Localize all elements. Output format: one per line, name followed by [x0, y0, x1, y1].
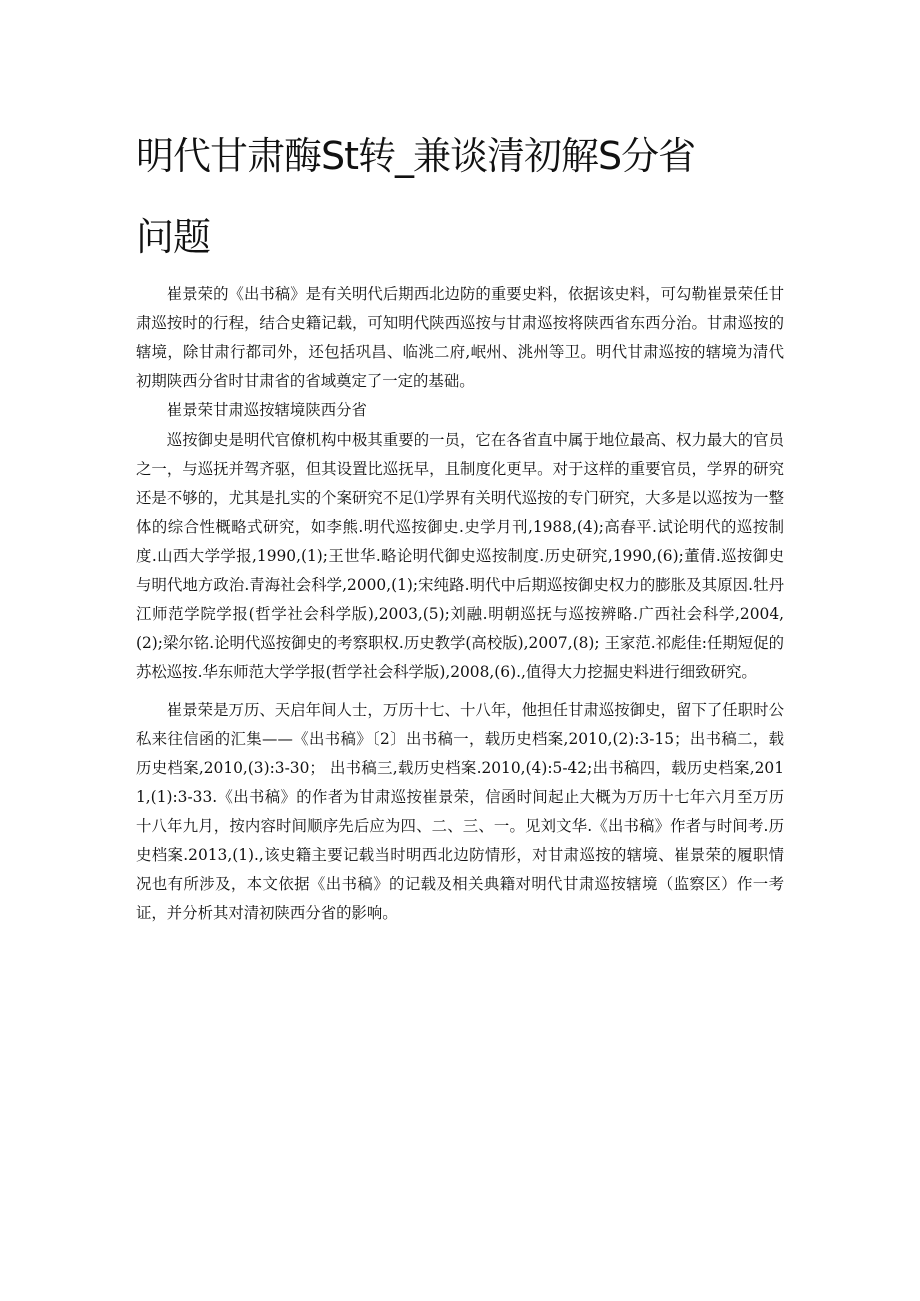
document-title-line-2: 问题: [136, 215, 211, 259]
abstract-paragraph: 崔景荣的《出书稿》是有关明代后期西北边防的重要史料，依据该史料，可勾勒崔景荣任甘肃巡按时的行程，结合史籍记载，可知明代陕西巡按与甘肃巡按将陕西省东西分治。甘肃巡按的辖境，除甘肃行都司外，还包括巩昌、临洮二府,岷州、洮州等卫。明代甘肃巡按的辖境为清代初期陕西分省时甘肃省的省域奠定了一定的基础。: [136, 285, 784, 390]
document-body: [136, 280, 784, 928]
document-title-line-1: 明代甘肃酶St转_兼谈清初解S分省: [136, 134, 696, 178]
body-paragraph-1: 巡按御史是明代官僚机构中极其重要的一员，它在各省直中属于地位最高、权力最大的官员之一，与巡抚并驾齐驱，但其设置比巡抚早，且制度化更早。对于这样的重要官员，学界的研究还是不够的，尤其是扎实的个案研究不足⑴学界有关明代巡按的专门研究，大多是以巡按为一整体的综合性概略式研究，如李熊.明代巡按御史.史学月刊,1988,(4);高春平.试论明代的巡按制度.山西大学学报,1990,(1);王世华.略论明代御史巡按制度.历史研究,1990,(6);董倩.巡按御史与明代地方政治.青海社会科学,2000,(1);宋纯路.明代中后期巡按御史权力的膨胀及其原因.牡丹江师范学院学报(哲学社会科学版),2003,(5);刘融.明朝巡抚与巡按辨略.广西社会科学,2004,(2);梁尔铭.论明代巡按御史的考察职权.历史教学(高校版),2007,(8); 王家范.祁彪佳:任期短促的苏松巡按.华东师范大学学报(哲学社会科学版),2008,(6).,值得大力挖掘史料进行细致研究。: [136, 431, 784, 681]
keywords-line: 崔景荣甘肃巡按辖境陕西分省: [166, 401, 367, 419]
body-paragraph-2: 崔景荣是万历、天启年间人士，万历十七、十八年，他担任甘肃巡按御史，留下了任职时公私来往信函的汇集——《出书稿》〔2〕出书稿一，载历史档案,2010,(2):3-15；出书稿二，载历史档案,2010,(3):3-30； 出书稿三,载历史档案.2010,(4):5-42;出书稿四，载历史档案,2011,(1):3-33.《出书稿》的作者为甘肃巡按崔景荣，信函时间起止大概为万历十七年六月至万历十八年九月，按内容时间顺序先后应为四、二、三、一。见刘文华.《出书稿》作者与时间考.历史档案.2013,(1).,该史籍主要记载当时明西北边防情形，对甘肃巡按的辖境、崔景荣的履职情况也有所涉及，本文依据《出书稿》的记载及相关典籍对明代甘肃巡按辖境（监察区）作一考证，并分析其对清初陕西分省的影响。: [136, 701, 784, 922]
